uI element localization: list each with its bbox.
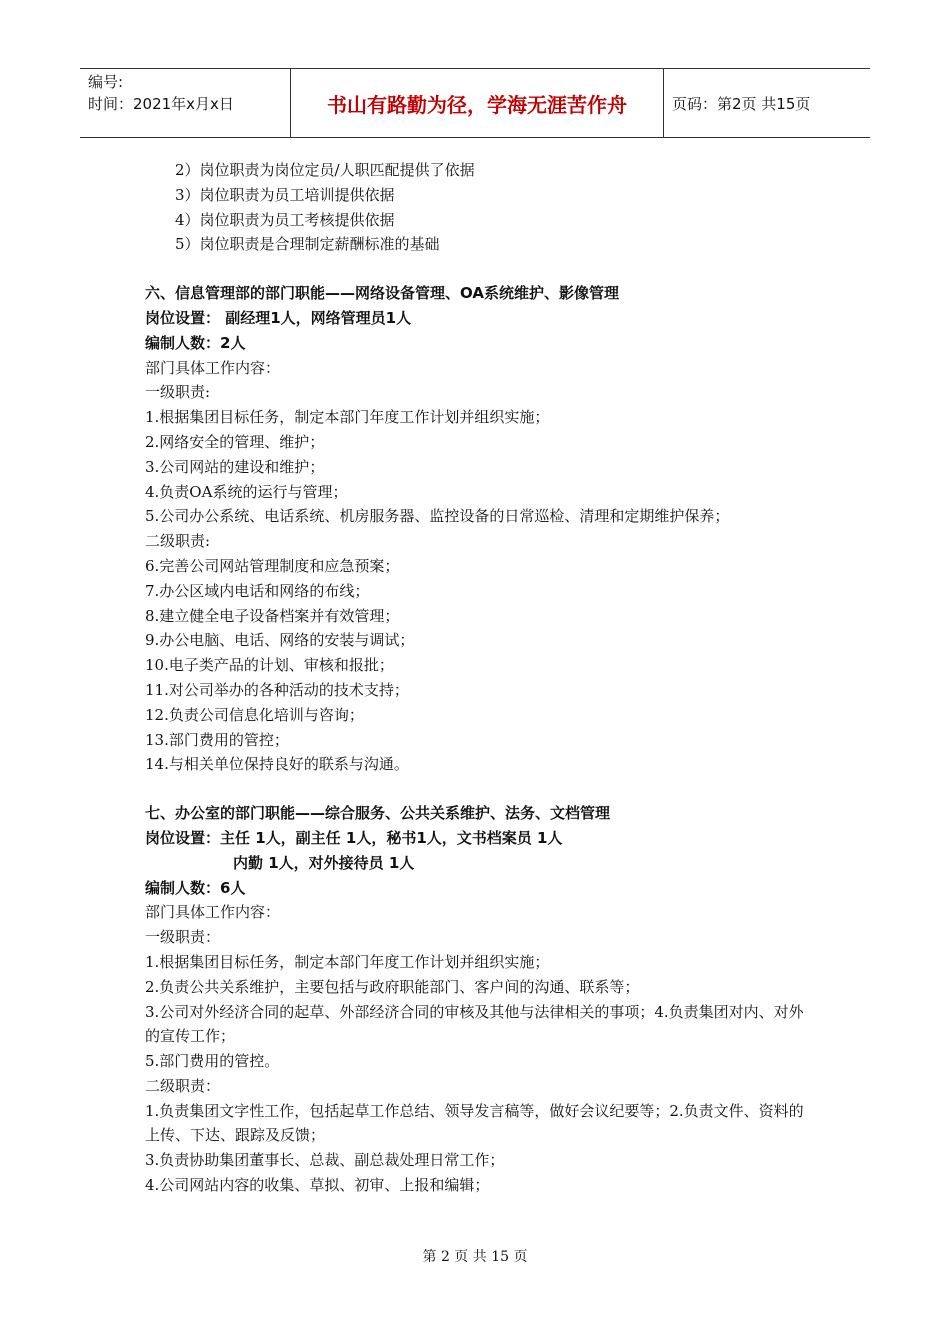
list-item: 3.负责协助集团董事长、总裁、副总裁处理日常工作； (145, 1151, 505, 1170)
list-item: 14.与相关单位保持良好的联系与沟通。 (145, 755, 409, 774)
list-item: 7.办公区域内电话和网络的布线； (145, 581, 370, 600)
section-office (145, 801, 815, 1198)
list-item: 2.负责公共关系维护，主要包括与政府职能部门、客户间的沟通、联系等； (145, 977, 640, 996)
list-item: 10.电子类产品的计划、审核和报批； (145, 656, 394, 675)
list-item: 5）岗位职责是合理制定薪酬标准的基础 (175, 235, 440, 254)
content-label: 部门具体工作内容： (145, 358, 281, 377)
content-label: 部门具体工作内容： (145, 903, 281, 922)
list-item: 13.部门费用的管控； (145, 730, 289, 749)
list-item: 9.办公电脑、电话、网络的安装与调试； (145, 631, 415, 650)
section-title: 六、信息管理部的部门职能——网络设备管理、OA系统维护、影像管理 (145, 284, 619, 303)
list-item: 4）岗位职责为员工考核提供依据 (175, 210, 395, 229)
list-item: 1.根据集团目标任务，制定本部门年度工作计划并组织实施； (145, 952, 550, 971)
document-number: 编号: (88, 73, 124, 91)
position-setup: 岗位设置：主任 1人，副主任 1人，秘书1人，文书档案员 1人 (145, 828, 563, 847)
level1-label: 一级职责: (145, 383, 211, 402)
list-item: 6.完善公司网站管理制度和应急预案； (145, 556, 400, 575)
page-header (80, 68, 870, 138)
level1-label: 一级职责： (145, 928, 221, 947)
list-item: 5.部门费用的管控。 (145, 1052, 280, 1071)
list-item: 12.负责公司信息化培训与咨询； (145, 705, 364, 724)
header-motto: 书山有路勤为径，学海无涯苦作舟 (291, 69, 664, 137)
list-item: 1.根据集团目标任务，制定本部门年度工作计划并组织实施； (145, 408, 550, 427)
list-item: 2）岗位职责为岗位定员/人职匹配提供了依据 (175, 161, 475, 179)
list-item: 3.公司对外经济合同的起草、外部经济合同的审核及其他与法律相关的事项；4.负责集团对内、对外的宣传工作； (145, 1002, 804, 1046)
position-setup: 岗位设置： 副经理1人，网络管理员1人 (145, 308, 412, 327)
intro-list (145, 158, 815, 257)
headcount: 编制人数：6人 (145, 878, 246, 897)
level2-label: 二级职责： (145, 1076, 221, 1095)
list-item: 2.网络安全的管理、维护； (145, 432, 325, 451)
headcount: 编制人数：2人 (145, 333, 246, 352)
list-item: 3）岗位职责为员工培训提供依据 (175, 185, 395, 204)
section-title: 七、办公室的部门职能——综合服务、公共关系维护、法务、文档管理 (145, 804, 611, 823)
list-item: 1.负责集团文字性工作，包括起草工作总结、领导发言稿等，做好会议纪要等；2.负责文件、资料的上传、下达、跟踪及反馈； (145, 1101, 804, 1145)
list-item: 4.公司网站内容的收集、草拟、初审、上报和编辑； (145, 1176, 490, 1195)
list-item: 5.公司办公系统、电话系统、机房服务器、监控设备的日常巡检、清理和定期维护保养； (145, 507, 730, 526)
header-page-number: 页码：第2页 共15页 (672, 94, 811, 113)
document-body (145, 158, 815, 1198)
list-item: 3.公司网站的建设和维护； (145, 457, 325, 476)
list-item: 11.对公司举办的各种活动的技术支持； (145, 680, 409, 699)
section-information-management (145, 281, 815, 777)
list-item: 8.建立健全电子设备档案并有效管理； (145, 606, 400, 625)
position-setup-continued: 内勤 1人，对外接待员 1人 (233, 853, 415, 872)
page-footer: 第 2 页 共 15 页 (422, 1249, 528, 1265)
list-item: 4.负责OA系统的运行与管理； (145, 482, 348, 501)
document-time: 时间：2021年x月x日 (88, 95, 234, 113)
header-meta (80, 69, 291, 137)
level2-label: 二级职责: (145, 532, 211, 551)
